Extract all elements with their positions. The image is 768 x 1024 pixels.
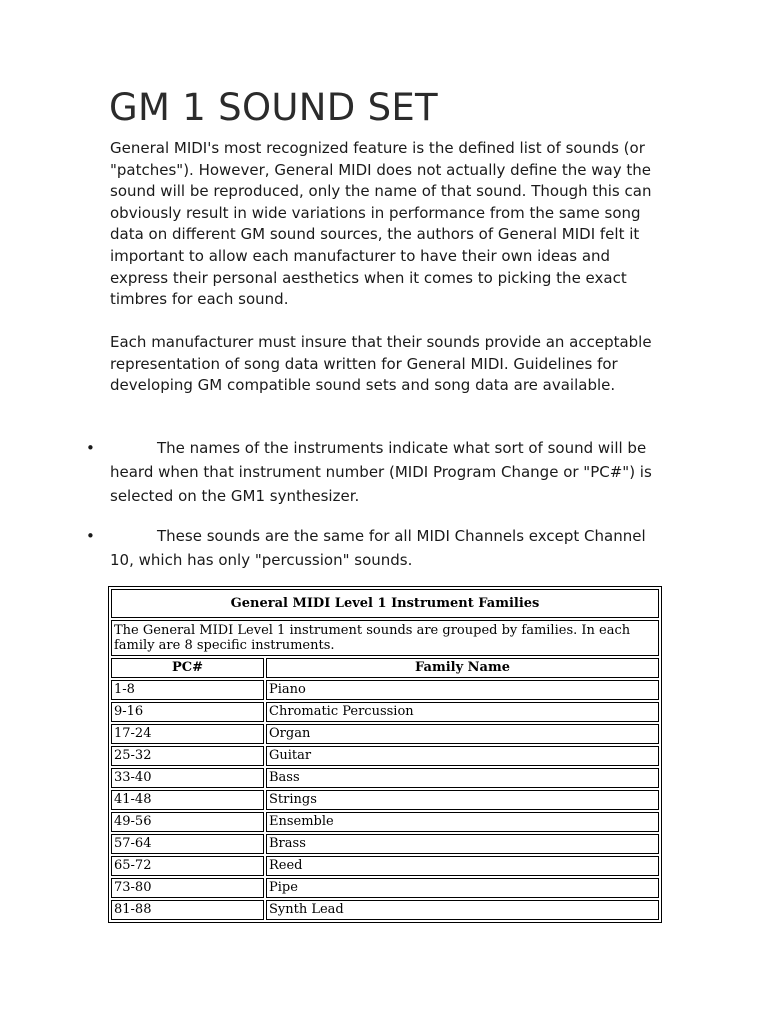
table-row — [111, 746, 659, 766]
intro-paragraph: General MIDI's most recognized feature is the defined list of sounds (or "patches"). However, General MIDI does not actually define the way the sound will be reproduced, only the name of that sound. Though this can obviously result in wide variations in performance from the same song data on different GM sound sources, the authors of General MIDI felt it important to allow each manufacturer to have their own ideas and express their personal aesthetics when it comes to picking the exact timbres for each sound. — [110, 139, 652, 309]
family-name-cell: Strings — [266, 790, 659, 810]
pc-range-cell: 25-32 — [111, 746, 264, 766]
pc-range-cell: 17-24 — [111, 724, 264, 744]
header-pc-number: PC# — [111, 658, 264, 678]
family-name-cell: Piano — [266, 680, 659, 700]
table-row — [111, 768, 659, 788]
pc-range-cell: 49-56 — [111, 812, 264, 832]
pc-range-cell: 33-40 — [111, 768, 264, 788]
family-name-cell: Synth Lead — [266, 900, 659, 920]
bullet-item-instrument-names — [86, 436, 670, 508]
family-name-cell: Brass — [266, 834, 659, 854]
table-description: The General MIDI Level 1 instrument sounds are grouped by families. In each family are 8 specific instruments. — [111, 620, 659, 656]
table-row — [111, 680, 659, 700]
table-row — [111, 900, 659, 920]
family-name-cell: Bass — [266, 768, 659, 788]
bullet-icon: • — [86, 439, 95, 457]
bullet-icon: • — [86, 527, 95, 545]
table-description-row — [111, 620, 659, 656]
instrument-families-table — [108, 586, 662, 923]
page-title: GM 1 SOUND SET — [109, 86, 438, 129]
table-caption-row — [111, 589, 659, 618]
pc-range-cell: 65-72 — [111, 856, 264, 876]
table-header-row — [111, 658, 659, 678]
family-name-cell: Reed — [266, 856, 659, 876]
family-name-cell: Pipe — [266, 878, 659, 898]
family-name-cell: Organ — [266, 724, 659, 744]
guidelines-paragraph: Each manufacturer must insure that their sounds provide an acceptable representation of song data written for General MIDI. Guidelines for developing GM compatible sound sets and song data are available. — [110, 333, 652, 395]
bullet-text: These sounds are the same for all MIDI Channels except Channel 10, which has only "percussion" sounds. — [110, 527, 646, 569]
pc-range-cell: 81-88 — [111, 900, 264, 920]
table-row — [111, 812, 659, 832]
bullet-item-channels — [86, 524, 670, 572]
table-row — [111, 790, 659, 810]
pc-range-cell: 1-8 — [111, 680, 264, 700]
table-caption: General MIDI Level 1 Instrument Families — [111, 589, 659, 618]
table-row — [111, 702, 659, 722]
family-name-cell: Chromatic Percussion — [266, 702, 659, 722]
table-row — [111, 856, 659, 876]
table-row — [111, 834, 659, 854]
bullet-text: The names of the instruments indicate what sort of sound will be heard when that instrument number (MIDI Program Change or "PC#") is selected on the GM1 synthesizer. — [110, 439, 652, 505]
table-row — [111, 878, 659, 898]
pc-range-cell: 41-48 — [111, 790, 264, 810]
family-name-cell: Guitar — [266, 746, 659, 766]
table-row — [111, 724, 659, 744]
pc-range-cell: 57-64 — [111, 834, 264, 854]
family-name-cell: Ensemble — [266, 812, 659, 832]
pc-range-cell: 9-16 — [111, 702, 264, 722]
pc-range-cell: 73-80 — [111, 878, 264, 898]
header-family-name: Family Name — [266, 658, 659, 678]
